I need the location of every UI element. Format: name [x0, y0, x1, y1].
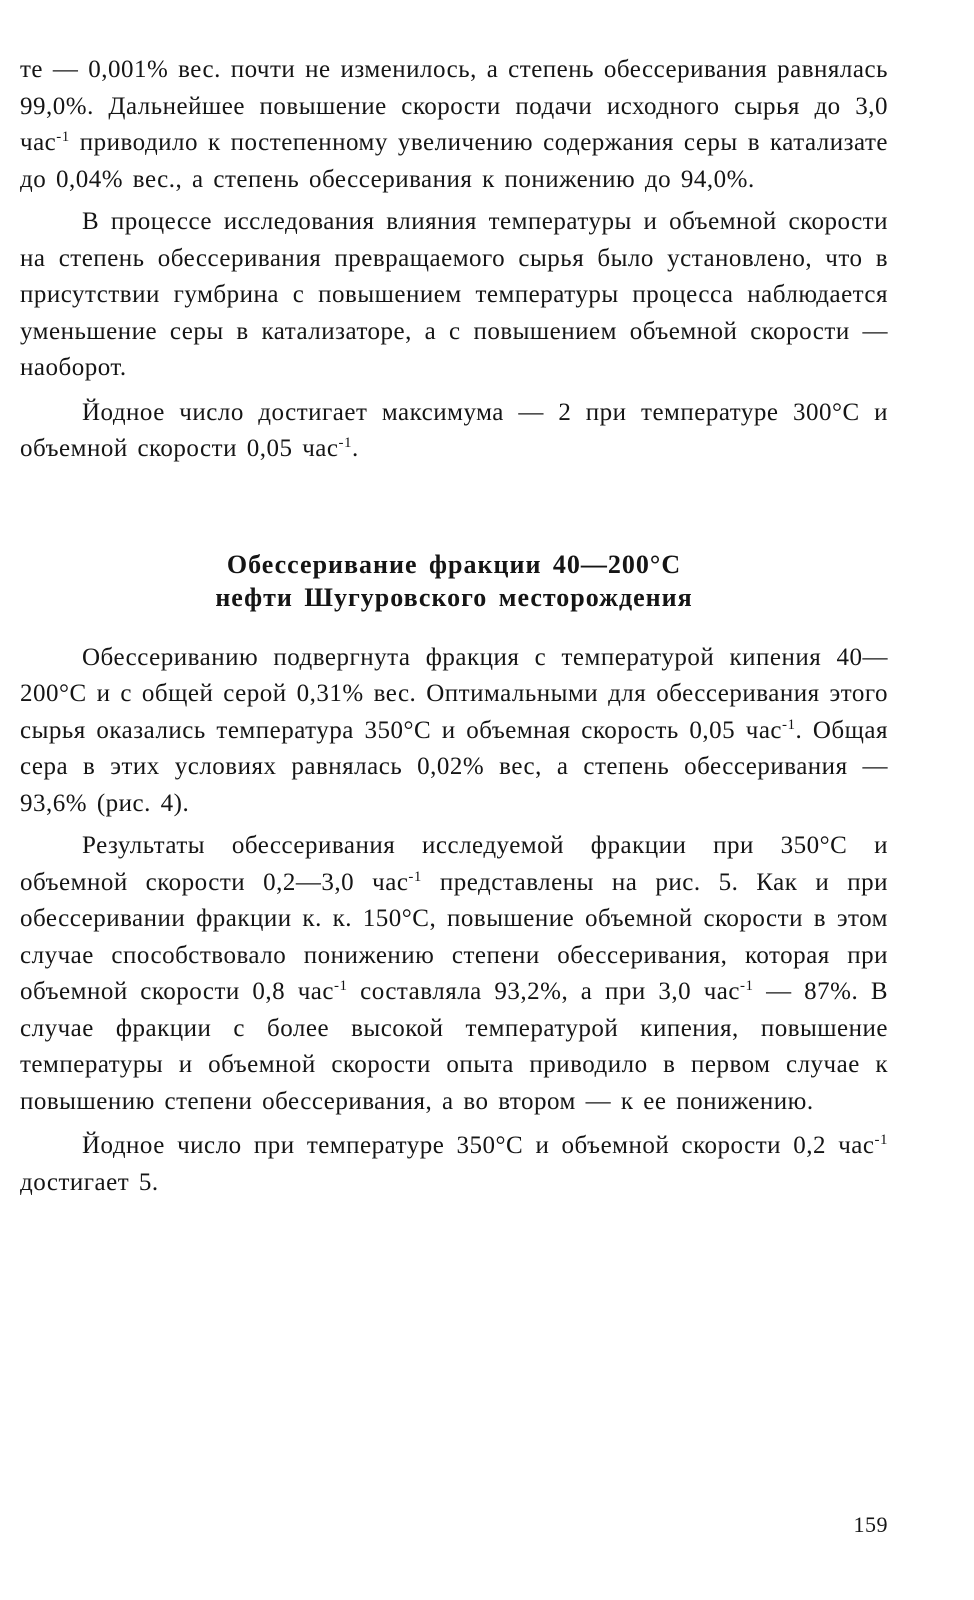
- paragraph-text: Йодное число достигает максимума — 2 при температуре 300°С и объемной скорости 0,05 час: [20, 398, 888, 462]
- page-number: 159: [853, 1512, 888, 1537]
- superscript: -1: [874, 1132, 888, 1148]
- superscript: -1: [56, 129, 70, 145]
- paragraph-text: составляла 93,2%, а при 3,0 час: [347, 978, 740, 1005]
- paragraph-iodine-number-2: [20, 1128, 888, 1201]
- superscript: -1: [739, 978, 754, 994]
- paragraph-text: Результаты обессеривания исследуемой фракции при 350°С и объемной скорости 0,2—3,0 час: [20, 832, 888, 896]
- page-body: [20, 52, 888, 1201]
- paragraph-fraction-desulfurization: [20, 640, 888, 823]
- section-heading-line-2: нефти Шугуровского месторождения: [215, 582, 693, 612]
- paragraph-text: достигает 5.: [20, 1168, 159, 1196]
- paragraph-temperature-influence: [20, 204, 888, 387]
- superscript: -1: [782, 716, 796, 733]
- superscript: -1: [408, 868, 422, 885]
- paragraph-text: Йодное число при температуре 350°С и объемной скорости 0,2 час: [82, 1132, 875, 1159]
- superscript: -1: [338, 435, 352, 451]
- paragraph-continuation: [20, 52, 888, 198]
- superscript: -1: [334, 978, 348, 994]
- section-heading-line-1: Обессеривание фракции 40—200°С: [226, 549, 682, 579]
- paragraph-text: представлены на рис. 5. Как и при обессеривании фракции к. к. 150°С, повышение объемной скорости в этом случае способствовало понижению степени обессеривания, которая при объемной скорости 0,8 час: [20, 868, 888, 1005]
- paragraph-text: . Общая сера в этих условиях равнялась 0,02% вес, а степень обессеривания — 93,6% (рис. 4).: [20, 716, 888, 817]
- paragraph-text: В процессе исследования влияния температуры и объемной скорости на степень обессеривания превращаемого сырья было установлено, что в присутствии гумбрина с повышением температуры процесса наблюдается уменьшение серы в катализаторе, а с повышением объемной скорости — наоборот.: [20, 208, 888, 381]
- paragraph-text: Обессериванию подвергнута фракция с температурой кипения 40—200°С и с общей серой 0,31% вес. Оптимальными для обессеривания этого сырья оказались температура 350°С и объемная скорость 0,05 час: [20, 643, 888, 744]
- paragraph-text: — 87%. В случае фракции с более высокой температурой кипения, повышение температуры и объемной скорости опыта приводило в первом случае к повышению степени обессеривания, а во втором — к ее понижению.: [20, 978, 889, 1115]
- paragraph-results: [20, 828, 888, 1120]
- paragraph-text: приводило к постепенному увеличению содержания серы в катализате до 0,04% вес., а степень обессеривания к понижению до 94,0%.: [20, 129, 888, 193]
- paragraph-iodine-number-1: [20, 395, 888, 468]
- section-heading: [20, 548, 888, 614]
- paragraph-text: .: [351, 435, 359, 462]
- paragraph-text: те — 0,001% вес. почти не изменилось, а степень обессеривания равнялась 99,0%. Дальнейшее повышение скорости подачи исходного сырья до 3,0 час: [20, 56, 888, 156]
